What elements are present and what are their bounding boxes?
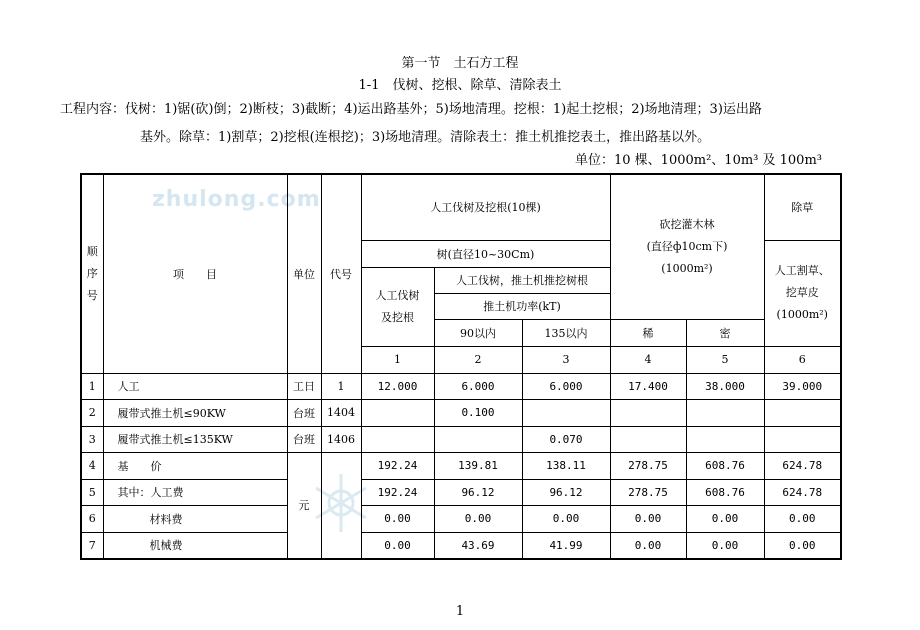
work-content-line-2: 基外。除草：1)割草；2)挖根(连根挖)；3)场地清理。清除表土：推土机推挖表土，推出路基以外。 [140,130,711,145]
col-number: 3 [522,346,610,373]
manual-bulldozer-header: 人工伐树，推土机推挖树根 [434,267,610,293]
unit-line: 单位：10 棵、1000m²、10m³ 及 100m³ [575,153,822,168]
subsection-title: 1-1 伐树、挖根、除草、清除表土 [358,78,562,93]
page-number: 1 [455,604,465,619]
power-135-header: 135以内 [522,319,610,346]
code-header: 代号 [321,174,361,373]
section-title: 第一节 土石方工程 [401,56,519,71]
table-row: 4 基 价 元 192.24 139.81 138.11 278.75 608.76 624.78 [81,453,841,480]
sparse-header: 稀 [610,319,686,346]
weeding-header: 除草 [764,174,841,240]
bulldozer-power-header: 推土机功率(kT) [434,293,610,319]
item-header: 项 目 [103,174,287,373]
code-empty-cell [321,453,361,559]
manual-cut-dig-header: 人工伐树 及挖根 [361,267,434,346]
yuan-unit-cell: 元 [287,453,321,559]
table-row: 6 材料费 0.00 0.00 0.00 0.00 0.00 0.00 [81,506,841,533]
quota-table [80,173,842,560]
col-number: 6 [764,346,841,373]
seq-header: 顺 序 号 [81,174,103,373]
table-row: 3 履带式推土机≤135KW 台班 1406 0.070 [81,426,841,453]
col-number: 1 [361,346,434,373]
power-90-header: 90以内 [434,319,522,346]
col-number: 4 [610,346,686,373]
unit-header: 单位 [287,174,321,373]
shrub-header: 砍挖灌木林 (直径ф10cm下) (1000m²) [610,174,764,319]
table-row: 1 人工 工日 1 12.000 6.000 6.000 17.400 38.000 39.000 [81,373,841,400]
weeding-sub-header: 人工割草、 挖草皮 (1000m²) [764,240,841,346]
table-row: 2 履带式推土机≤90KW 台班 1404 0.100 [81,400,841,427]
table-row: 7 机械费 0.00 43.69 41.99 0.00 0.00 0.00 [81,532,841,559]
table-row: 5 其中：人工费 192.24 96.12 96.12 278.75 608.76 624.78 [81,479,841,506]
work-content-line-1: 工程内容：伐树：1)锯(砍)倒；2)断枝；3)截断；4)运出路基外；5)场地清理。挖根：1)起土挖根；2)场地清理；3)运出路 [60,102,762,117]
col-number: 5 [686,346,764,373]
tree-diameter-header: 树(直径10~30Cm) [361,240,610,267]
manual-group-header: 人工伐树及挖根(10棵) [361,174,610,240]
dense-header: 密 [686,319,764,346]
watermark: zhulong.com [152,187,321,212]
col-number: 2 [434,346,522,373]
